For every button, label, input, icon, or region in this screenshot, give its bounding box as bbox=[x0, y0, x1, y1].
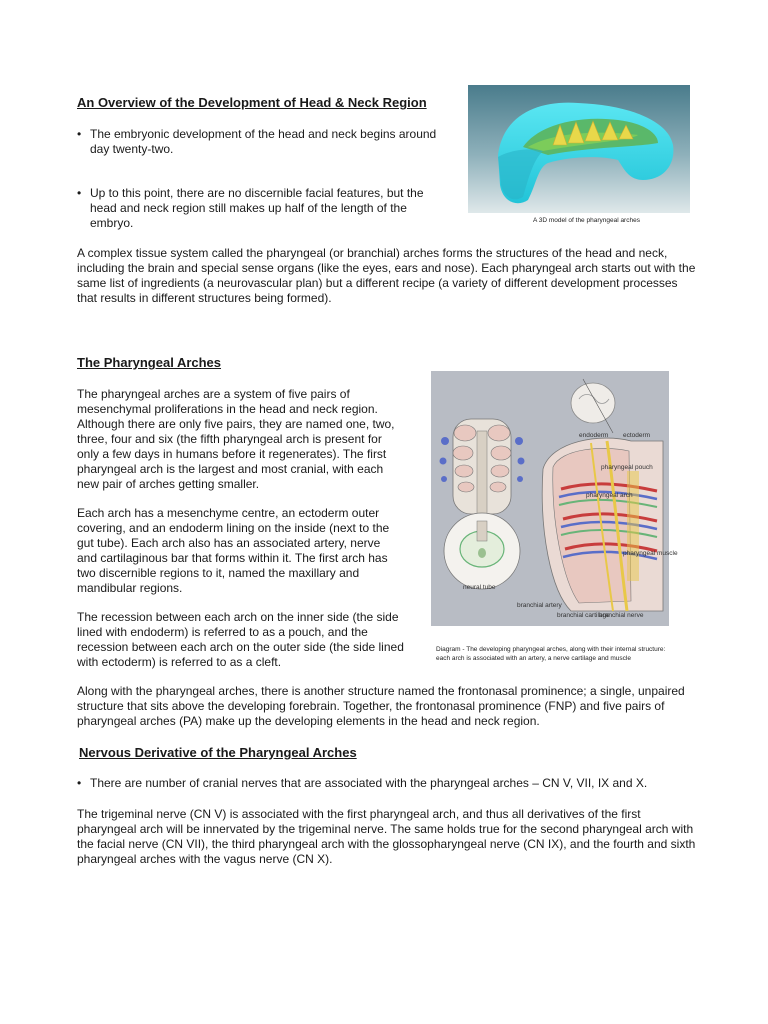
bullet-text: Up to this point, there are no discernible facial features, but the head and neck region still makes up half of the length of the embryo. bbox=[90, 186, 424, 230]
label-branchial-artery: branchial artery bbox=[517, 602, 562, 609]
figure-caption-diagram: Diagram - The developing pharyngeal arches, along with their internal structure: each arch is associated with an artery, a nerve cartilage and muscle bbox=[436, 646, 666, 662]
label-branchial-nerve: branchial nerve bbox=[599, 612, 644, 619]
frontonasal-paragraph: Along with the pharyngeal arches, there is another structure named the frontonasal prominence; a single, unpaired structure that sits above the developing forebrain. Together, the frontonasal prominence (FNP) and five pairs of pharyngeal arches (PA) make up the developing elements in the head and neck region. bbox=[77, 684, 685, 728]
list-item bbox=[77, 127, 452, 157]
label-endoderm: endoderm bbox=[579, 432, 609, 439]
section-title-overview: An Overview of the Development of Head & Neck Region bbox=[77, 95, 427, 110]
figure-3d-model bbox=[468, 85, 690, 213]
overview-paragraph: A complex tissue system called the pharyngeal (or branchial) arches forms the structures of the head and neck, including the brain and special sense organs (like the eyes, ears and nose). Each pharyngeal arch starts out with the same list of ingredients (a neurovascular plan) but a different recipe (a variety of different development processes that results in different structures being formed). bbox=[77, 246, 696, 305]
label-ectoderm: ectoderm bbox=[623, 432, 651, 439]
label-pharyngeal-pouch: pharyngeal pouch bbox=[601, 464, 653, 471]
figure-caption-3d: A 3D model of the pharyngeal arches bbox=[533, 217, 640, 224]
arches-paragraph-2: Each arch has a mesenchyme centre, an ectoderm outer covering, and an endoderm lining on the inside (next to the gut tube). Each arch also has an associated artery, nerve and cartilaginous bar that forms within it. The first arch has two discernible regions to it, named the maxillary and mandibular regions. bbox=[77, 506, 390, 595]
bullet-dot-icon: • bbox=[77, 127, 82, 141]
arches-paragraph-3: The recession between each arch on the inner side (the side lined with endoderm) is referred to as a pouch, and the recession between each arch on the outer side (the side lined with ectoderm) is referred to as a cleft. bbox=[77, 610, 404, 669]
list-item bbox=[77, 186, 452, 231]
list-item bbox=[77, 776, 710, 791]
label-pharyngeal-muscle: pharyngeal muscle bbox=[623, 550, 678, 557]
bullet-dot-icon: • bbox=[77, 186, 82, 200]
label-neural-tube: neural tube bbox=[463, 584, 496, 591]
arches-paragraph-1: The pharyngeal arches are a system of five pairs of mesenchymal proliferations in the head and neck region. Although there are only five pairs, they are named one, two, three, four and six (the fifth pharyngeal arch is present for only a few days in humans before it regenerates). The first pharyngeal arch is the largest and most cranial, with each new pair of arches getting smaller. bbox=[77, 387, 395, 491]
label-pharyngeal-arch: pharyngeal arch bbox=[586, 492, 633, 499]
pharyngeal-arches-3d-image bbox=[468, 85, 690, 213]
bullet-text: The embryonic development of the head and neck begins around day twenty-two. bbox=[90, 127, 437, 156]
cranial-nerves-paragraph: The trigeminal nerve (CN V) is associated with the first pharyngeal arch, and thus all derivatives of the first pharyngeal arch will be innervated by the trigeminal nerve. The same holds true for the second pharyngeal arch with the facial nerve (CN VII), the third pharyngeal arch with the glossopharyngeal nerve (CN IX), and the fourth and sixth pharyngeal arches with the vagus nerve (CN X). bbox=[77, 807, 696, 866]
bullet-dot-icon: • bbox=[77, 776, 82, 790]
bullet-text: There are number of cranial nerves that are associated with the pharyngeal arches – CN V, VII, IX and X. bbox=[90, 776, 648, 790]
pharyngeal-arches-diagram-image bbox=[431, 371, 678, 626]
section-title-pharyngeal-arches: The Pharyngeal Arches bbox=[77, 355, 222, 370]
section-title-nervous-derivative: Nervous Derivative of the Pharyngeal Arches bbox=[79, 745, 357, 760]
label-branchial-cartilage: branchial cartilage bbox=[557, 612, 610, 619]
overview-bullet-list bbox=[77, 127, 452, 231]
figure-arches-diagram bbox=[431, 371, 678, 626]
